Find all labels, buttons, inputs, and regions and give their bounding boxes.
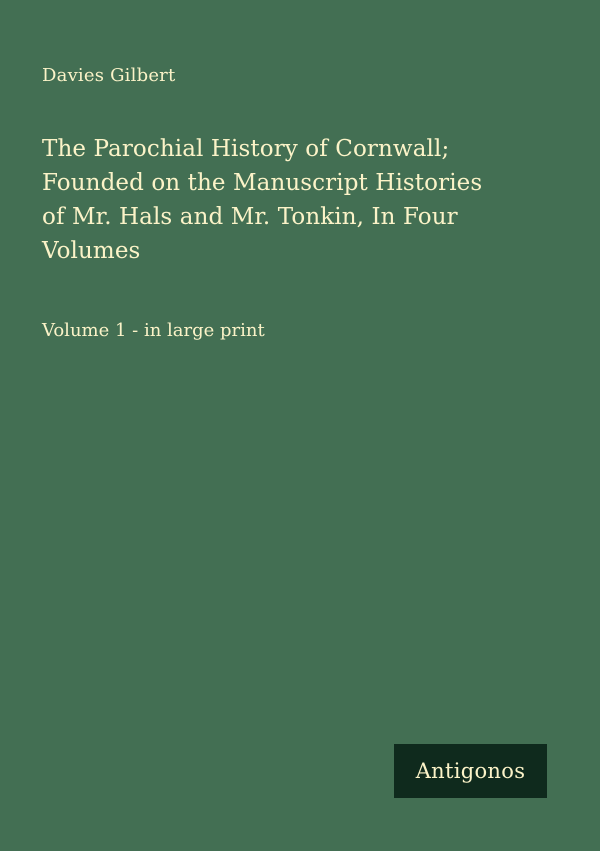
book-title bbox=[42, 132, 572, 268]
title-line: Volumes bbox=[42, 238, 141, 264]
title-line: The Parochial History of Cornwall; bbox=[42, 136, 450, 162]
publisher-logo: Antigonos bbox=[394, 744, 547, 798]
title-line: of Mr. Hals and Mr. Tonkin, In Four bbox=[42, 204, 458, 230]
volume-subtitle: Volume 1 - in large print bbox=[42, 320, 265, 341]
author-name: Davies Gilbert bbox=[42, 65, 176, 86]
title-line: Founded on the Manuscript Histories bbox=[42, 170, 483, 196]
